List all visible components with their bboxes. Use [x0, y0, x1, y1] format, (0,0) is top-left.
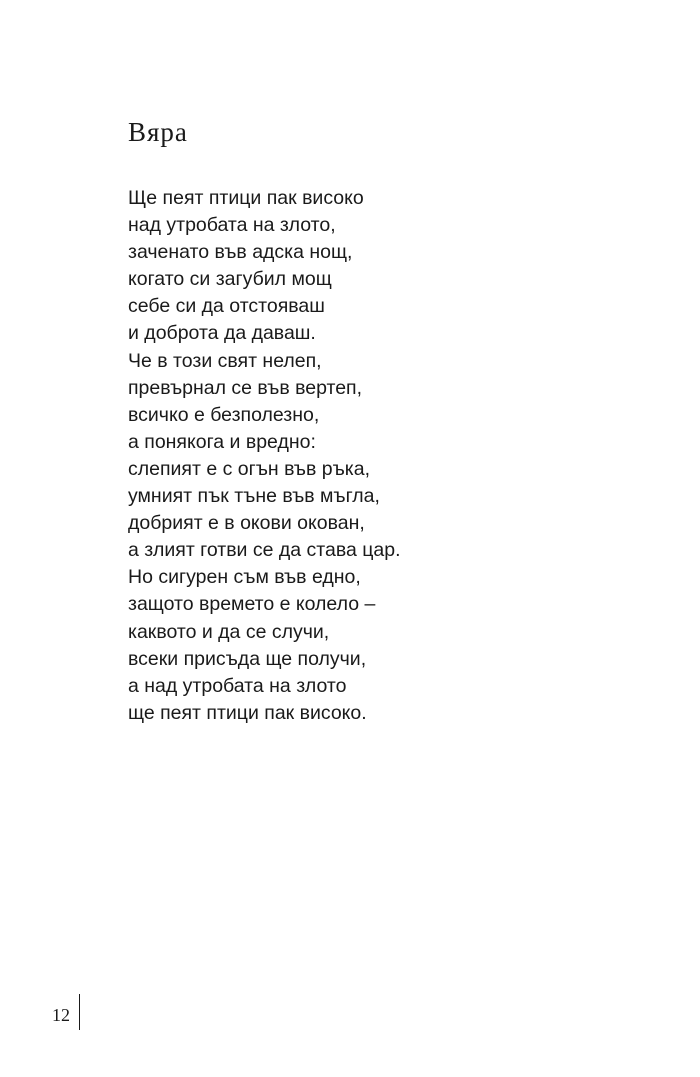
poem-line: над утробата на злото, [128, 214, 336, 237]
poem-title: Вяра [128, 117, 188, 147]
poem-line: каквото и да се случи, [128, 620, 330, 643]
poem-line: заченато във адска нощ, [128, 241, 353, 264]
poem-line: добрият е в окови окован, [128, 512, 365, 535]
poem-line: слепият е с огън във ръка, [128, 457, 371, 480]
poem-line: превърнал се във вертеп, [128, 376, 363, 399]
poem-line: а понякога и вредно: [128, 430, 316, 453]
poem-body [128, 185, 401, 727]
poem-line: когато си загубил мощ [128, 268, 332, 291]
poem-line: а злият готви се да става цар. [128, 539, 401, 562]
poem-line: ще пеят птици пак високо. [128, 701, 367, 724]
poem-line: защото времето е колело – [128, 593, 376, 616]
poem-line: Но сигурен съм във едно, [128, 566, 361, 589]
poem-line: себе си да отстояваш [128, 295, 325, 318]
poem-line: и доброта да даваш. [128, 322, 316, 345]
poem-line: Ще пеят птици пак високо [128, 187, 364, 209]
poem-line: а над утробата на злото [128, 674, 347, 697]
page-number-divider [79, 994, 80, 1030]
poem-line: всеки присъда ще получи, [128, 647, 367, 670]
poem-line: Че в този свят нелеп, [128, 349, 322, 372]
poem-line: всичко е безполезно, [128, 403, 320, 426]
page-number: 12 [52, 1005, 70, 1025]
poem-line: умният пък тъне във мъгла, [128, 485, 380, 508]
